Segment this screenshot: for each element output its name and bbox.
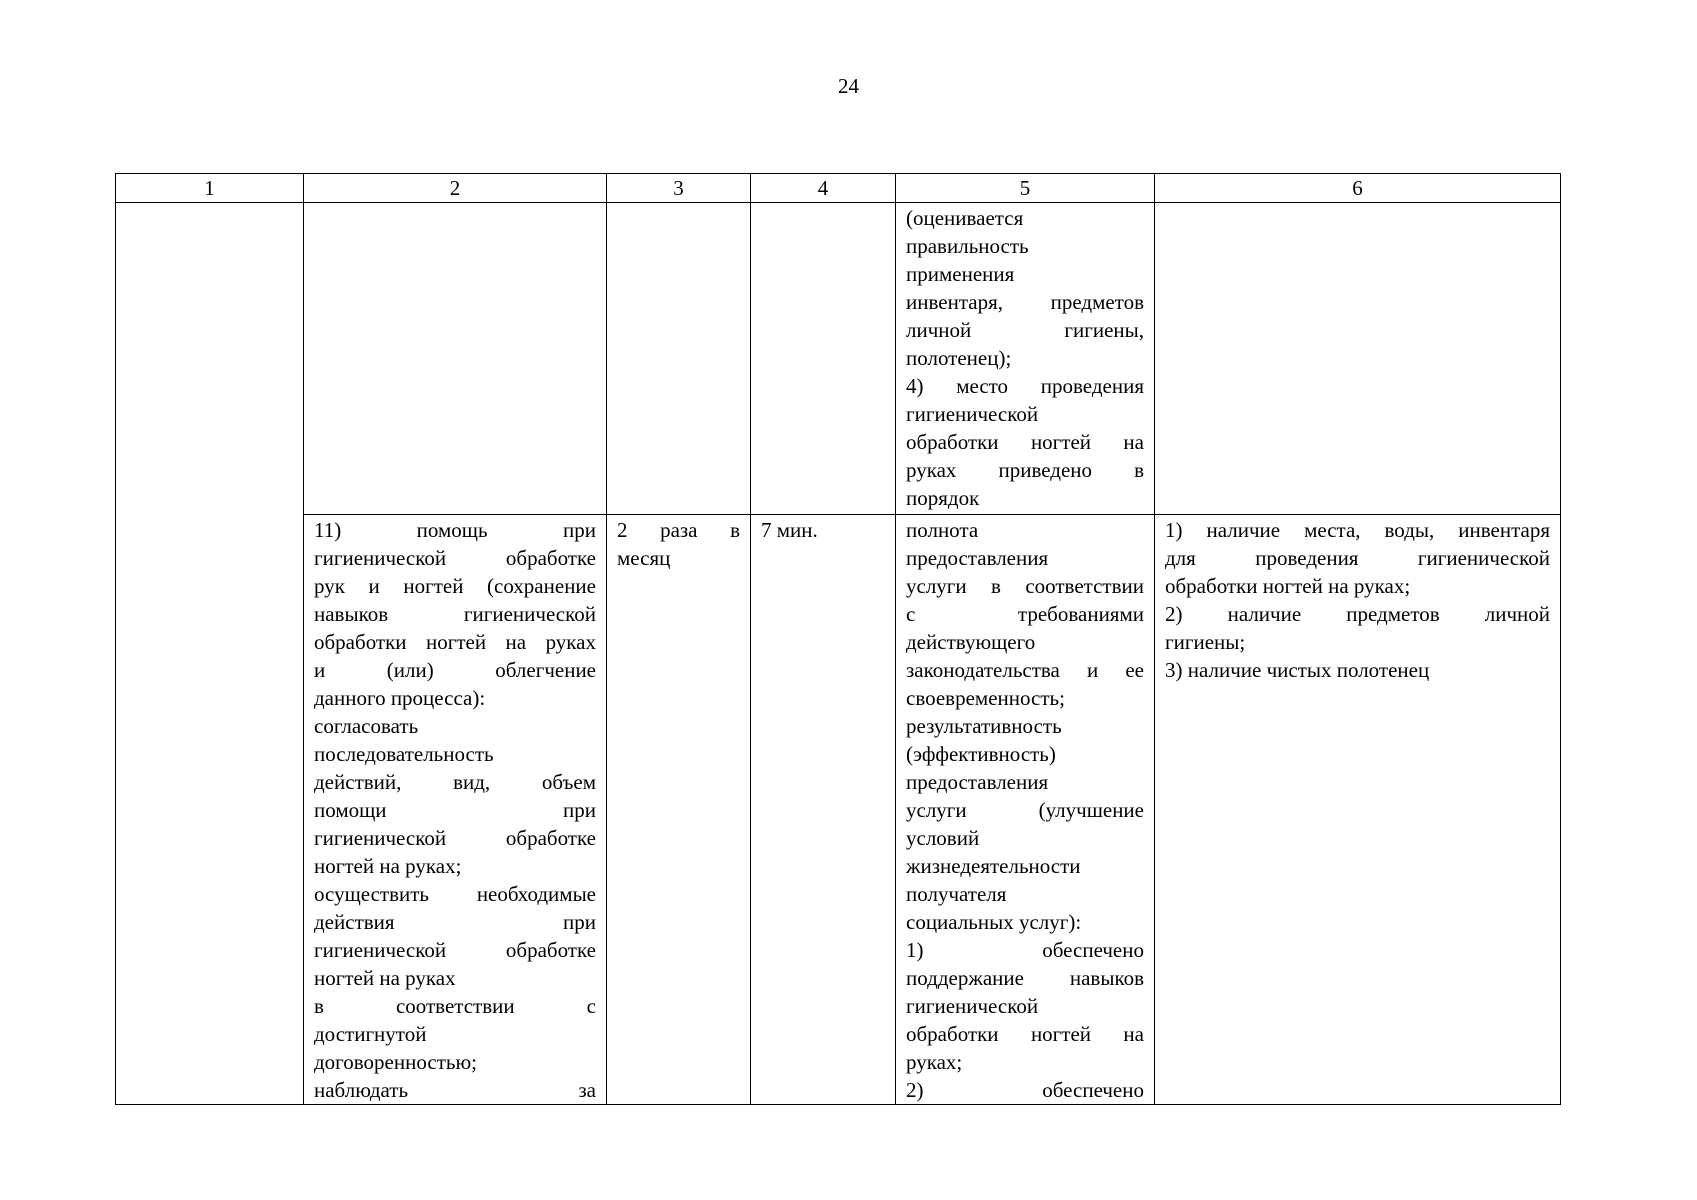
cell-col1 <box>116 203 304 1105</box>
text-line: поддержание навыков <box>906 966 1144 990</box>
text-line: гигиенической обработке <box>314 826 596 850</box>
text-line: руках; <box>906 1050 963 1074</box>
text-line: гигиенической обработке <box>314 938 596 962</box>
text-line: и (или) облегчение <box>314 658 596 682</box>
text-line: результативность <box>906 714 1062 738</box>
text-line: договоренностью; <box>314 1050 477 1074</box>
text-line: обработки ногтей на <box>906 1022 1144 1046</box>
text-line: обработки ногтей на <box>906 430 1144 454</box>
text-line: руках приведено в <box>906 458 1144 482</box>
text-line: действия при <box>314 910 596 934</box>
text-line: 11) помощь при <box>314 518 596 542</box>
text-line: предоставления <box>906 546 1049 570</box>
cell-row2-col6 <box>1155 515 1561 1105</box>
text-line: (эффективность) <box>906 742 1056 766</box>
text-line: услуги в соответствии <box>906 574 1144 598</box>
table-row <box>116 203 1561 515</box>
text-line: полнота <box>906 518 979 542</box>
text-line: согласовать <box>314 714 419 738</box>
text-line: 2) обеспечено <box>906 1078 1144 1102</box>
text-line: наблюдать за <box>314 1078 596 1102</box>
text-line: рук и ногтей (сохранение <box>314 574 596 598</box>
text-line: личной гигиены, <box>906 318 1144 342</box>
cell-row1-col2 <box>304 203 607 515</box>
cell-row1-col5 <box>896 203 1155 515</box>
table-row <box>116 515 1561 1105</box>
text-line: ногтей на руках <box>314 966 456 990</box>
column-header-5: 5 <box>896 174 1155 203</box>
text-line: навыков гигиенической <box>314 602 596 626</box>
text-line: обработки ногтей на руках; <box>1165 574 1411 598</box>
text-line: 4) место проведения <box>906 374 1144 398</box>
table-header-row <box>116 174 1561 203</box>
text-line: действующего <box>906 630 1036 654</box>
cell-row1-col4 <box>751 203 896 515</box>
text-line: условий <box>906 826 980 850</box>
column-header-2: 2 <box>304 174 607 203</box>
text-line: гигиенической <box>906 402 1039 426</box>
text-line: месяц <box>617 546 671 570</box>
text-line: порядок <box>906 486 980 510</box>
text-line: 2) наличие предметов личной <box>1165 602 1550 626</box>
text-line: предоставления <box>906 770 1049 794</box>
text-line: последовательность <box>314 742 494 766</box>
text-line: правильность <box>906 234 1029 258</box>
text-line: инвентаря, предметов <box>906 290 1144 314</box>
text-line: полотенец); <box>906 346 1012 370</box>
cell-row2-col4 <box>751 515 896 1105</box>
text-line: данного процесса): <box>314 686 486 710</box>
text-line: 1) наличие места, воды, инвентаря <box>1165 518 1550 542</box>
text-line: обработки ногтей на руках <box>314 630 596 654</box>
cell-row1-col3 <box>607 203 751 515</box>
column-header-1: 1 <box>116 174 304 203</box>
text-line: 7 мин. <box>761 518 818 542</box>
text-line: законодательства и ее <box>906 658 1144 682</box>
text-line: 3) наличие чистых полотенец <box>1165 658 1430 682</box>
cell-row2-col5 <box>896 515 1155 1105</box>
text-line: для проведения гигиенической <box>1165 546 1550 570</box>
cell-row2-col3 <box>607 515 751 1105</box>
text-line: услуги (улучшение <box>906 798 1144 822</box>
text-line: (оценивается <box>906 206 1024 230</box>
text-line: достигнутой <box>314 1022 427 1046</box>
text-line: помощи при <box>314 798 596 822</box>
column-header-3: 3 <box>607 174 751 203</box>
column-header-4: 4 <box>751 174 896 203</box>
text-line: жизнедеятельности <box>906 854 1081 878</box>
text-line: гигиенической <box>906 994 1039 1018</box>
column-header-6: 6 <box>1155 174 1561 203</box>
text-line: 2 раза в <box>617 518 740 542</box>
text-line: 1) обеспечено <box>906 938 1144 962</box>
text-line: с требованиями <box>906 602 1144 626</box>
text-line: социальных услуг): <box>906 910 1082 934</box>
services-table <box>115 173 1561 1105</box>
text-line: в соответствии с <box>314 994 596 1018</box>
text-line: получателя <box>906 882 1007 906</box>
text-line: ногтей на руках; <box>314 854 462 878</box>
text-line: осуществить необходимые <box>314 882 596 906</box>
cell-row2-col2 <box>304 515 607 1105</box>
text-line: гигиенической обработке <box>314 546 596 570</box>
cell-row1-col6 <box>1155 203 1561 515</box>
page-number: 24 <box>838 74 859 98</box>
text-line: своевременность; <box>906 686 1065 710</box>
text-line: применения <box>906 262 1015 286</box>
text-line: гигиены; <box>1165 630 1246 654</box>
text-line: действий, вид, объем <box>314 770 596 794</box>
